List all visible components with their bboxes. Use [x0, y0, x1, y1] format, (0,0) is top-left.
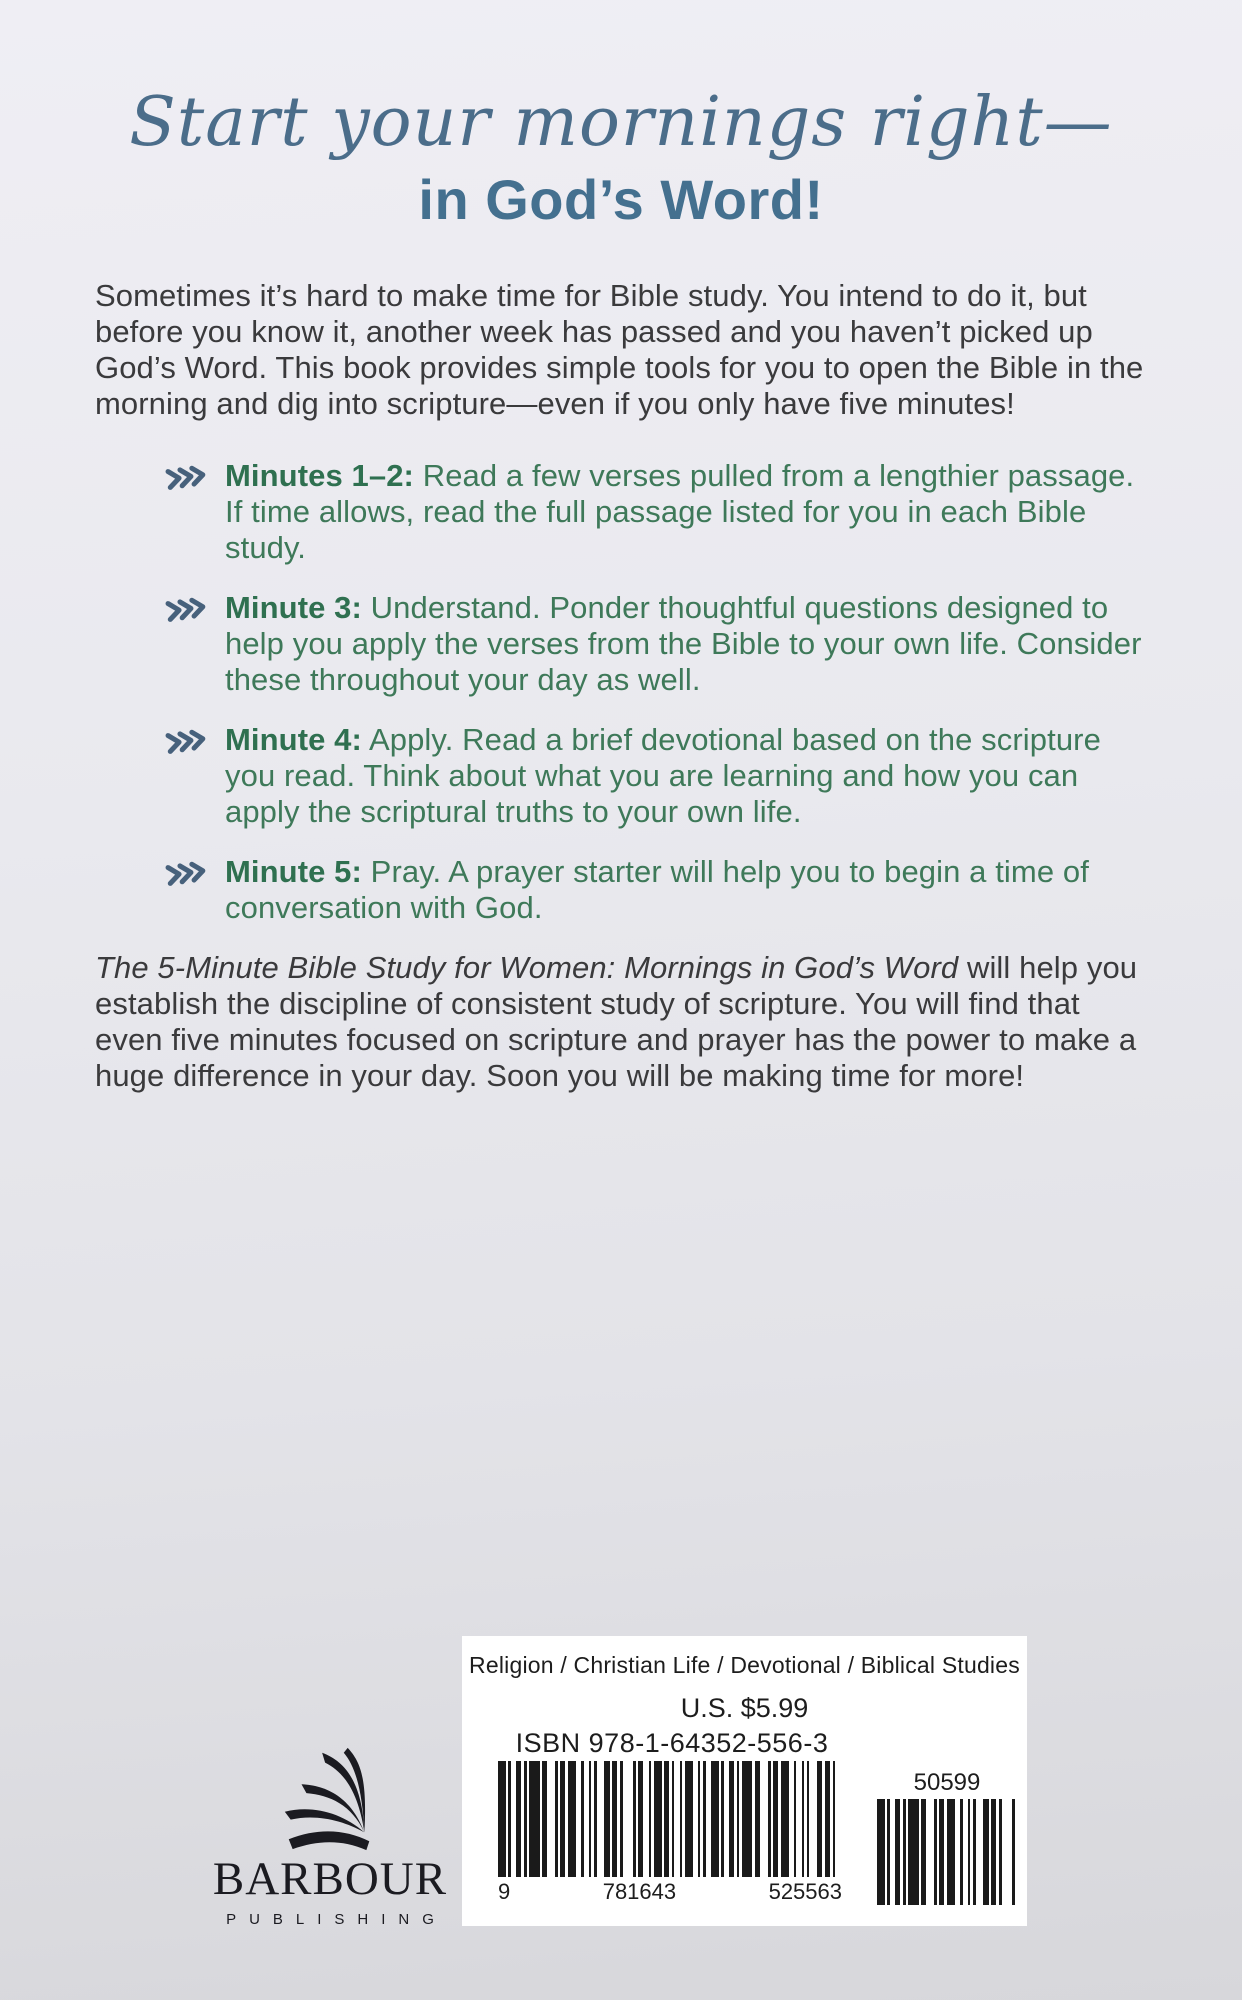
intro-paragraph: Sometimes it’s hard to make time for Bible study. You intend to do it, but before you know it, another week has passed and you haven’t picked up God’s Word. This book provides simple tools for you to open the Bible in the morning and dig into scripture—even if you only have five minutes!	[95, 277, 1144, 421]
arrow-sprig-icon	[165, 727, 209, 755]
cover-copy	[95, 83, 1147, 1125]
ean13-block	[498, 1728, 846, 1905]
step-text: Understand. Ponder thoughtful questions designed to help you apply the verses from the Bible to your own life. Consider these throughout your day as well.	[225, 589, 1142, 697]
step-text: Apply. Read a brief devotional based on the scripture you read. Think about what you are learning and how you can apply the scriptural truths to your own life.	[225, 721, 1101, 829]
step-label: Minute 5:	[225, 853, 362, 889]
list-item	[95, 458, 1147, 566]
headline-subline: in God’s Word!	[418, 167, 824, 231]
ean13-digits	[498, 1877, 846, 1905]
minute-steps-list	[95, 458, 1147, 926]
step-label: Minute 3:	[225, 589, 362, 625]
arrow-sprig-icon	[165, 595, 209, 623]
list-item	[95, 722, 1147, 830]
barcode-row	[462, 1728, 1027, 1905]
publisher-logo-block	[203, 1742, 457, 1927]
arrow-sprig-icon	[165, 463, 209, 491]
price: U.S. $5.99	[680, 1693, 809, 1723]
ean5-barcode	[877, 1799, 1017, 1905]
open-book-logo-icon	[271, 1742, 389, 1854]
ean-digit-group: 525563	[768, 1879, 842, 1904]
list-item	[95, 854, 1147, 926]
step-text: Read a few verses pulled from a lengthier passage. If time allows, read the full passage listed for you in each Bible study.	[225, 457, 1135, 565]
step-label: Minutes 1–2:	[225, 457, 414, 493]
closing-paragraph	[95, 950, 1147, 1094]
isbn-label: ISBN 978-1-64352-556-3	[515, 1728, 829, 1758]
step-text: Pray. A prayer starter will help you to begin a time of conversation with God.	[225, 853, 1089, 925]
step-label: Minute 4:	[225, 721, 362, 757]
book-title: The 5-Minute Bible Study for Women: Mornings in God’s Word	[95, 949, 959, 985]
ean13-barcode	[498, 1761, 846, 1877]
closing-text: will help you establish the discipline of consistent study of scripture. You will find that even five minutes focused on scripture and prayer has the power to make a huge difference in your day. Soon you will be making time for more!	[95, 949, 1138, 1093]
supplement-code: 50599	[913, 1769, 981, 1796]
ean-digit-group: 9	[498, 1879, 511, 1904]
ean5-block	[872, 1769, 1022, 1905]
publisher-name: BARBOUR	[212, 1853, 448, 1905]
arrow-sprig-icon	[165, 859, 209, 887]
category-line: Religion / Christian Life / Devotional / Biblical Studies	[469, 1652, 1020, 1678]
ean-digit-group: 781643	[602, 1879, 677, 1904]
barcode-panel	[462, 1636, 1027, 1926]
list-item	[95, 590, 1147, 698]
publisher-subtitle: PUBLISHING	[226, 1911, 447, 1928]
headline-script: Start your mornings right—	[129, 83, 1113, 162]
